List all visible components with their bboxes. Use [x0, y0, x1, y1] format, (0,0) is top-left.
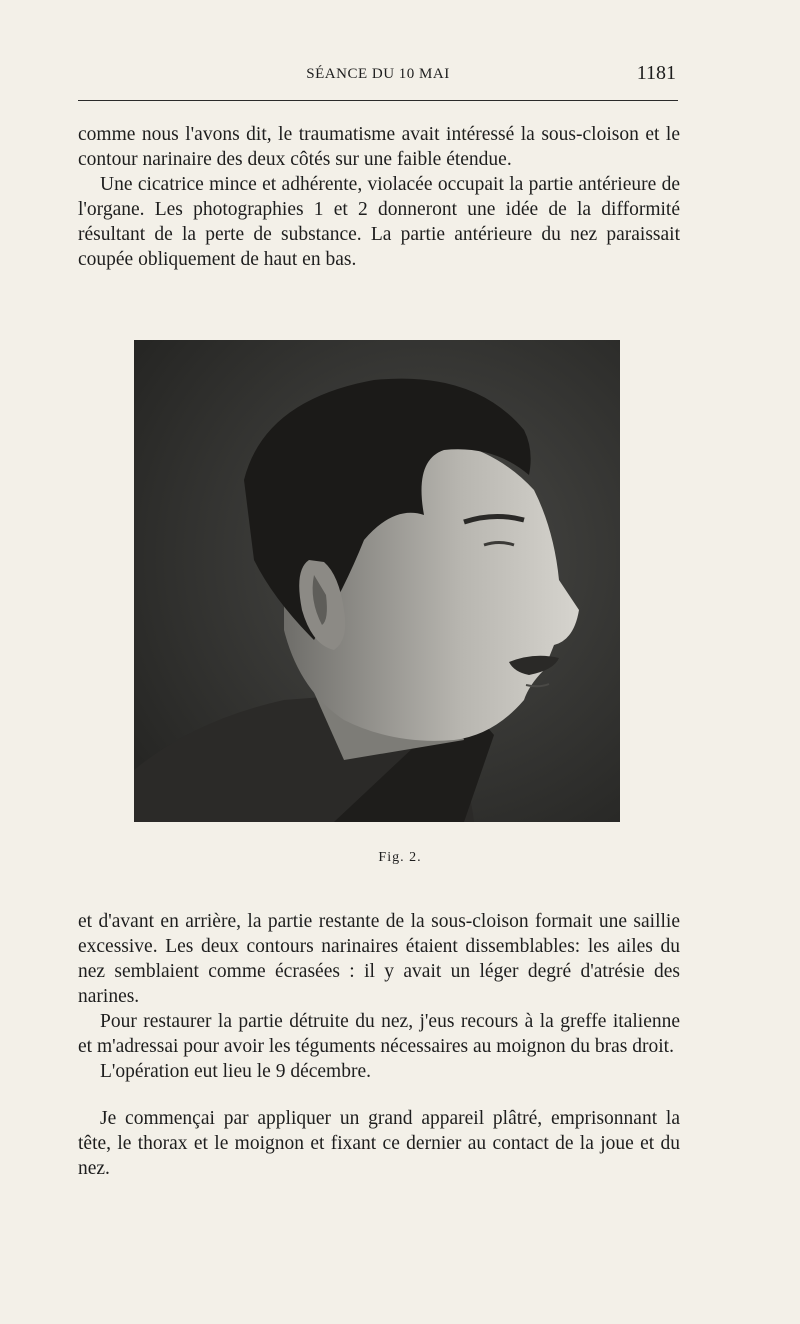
paragraph: comme nous l'avons dit, le traumatisme avait intéressé la sous-cloison et le contour narinaire des deux côtés sur une faible étendue. — [78, 124, 680, 170]
paragraph: Pour restaurer la partie détruite du nez, j'eus recours à la greffe italienne et m'adressai pour avoir les téguments nécessaires au moignon du bras droit. — [78, 1011, 680, 1057]
figure-caption: Fig. 2. — [378, 850, 422, 865]
header-rule — [78, 100, 678, 101]
page-number: 1181 — [636, 62, 676, 84]
bottom-text-block — [78, 909, 680, 1181]
running-head — [78, 62, 678, 90]
portrait-photo-icon — [134, 340, 620, 822]
top-text-block — [78, 122, 680, 272]
paragraph: et d'avant en arrière, la partie restante de la sous-cloison formait une saillie excessive. Les deux contours narinaires étaient dissemblables: les ailes du nez semblaient comme écrasées : il y avait un léger degré d'atrésie des narines. — [78, 911, 680, 1007]
paragraph: L'opération eut lieu le 9 décembre. — [100, 1061, 371, 1082]
paragraph: Je commençai par appliquer un grand appareil plâtré, emprisonnant la tête, le thorax et le moignon et fixant ce dernier au contact de la joue et du nez. — [78, 1108, 680, 1179]
running-title: SÉANCE DU 10 MAI — [306, 66, 450, 82]
profile-photograph — [134, 340, 620, 822]
paragraph: Une cicatrice mince et adhérente, violacée occupait la partie antérieure de l'organe. Les photographies 1 et 2 donneront une idée de la difformité résultant de la perte de substance. La partie antérieure du nez paraissait coupée obliquement de haut en bas. — [78, 174, 680, 270]
